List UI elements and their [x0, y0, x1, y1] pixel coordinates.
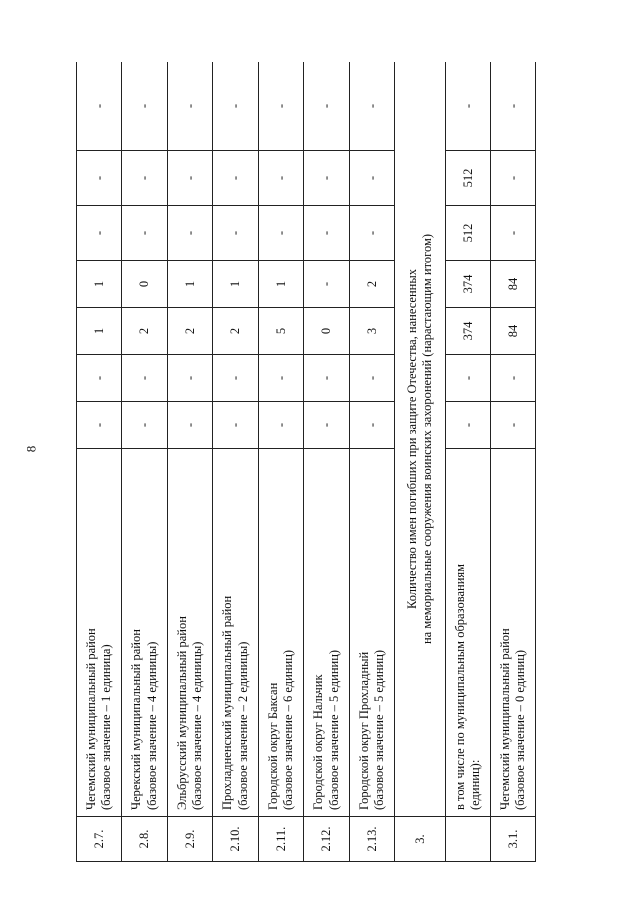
- row-name-line2: (базовое значение – 5 единиц): [326, 649, 341, 810]
- page-number: 8: [23, 445, 39, 453]
- row-name-line1: Черекский муниципальный район: [129, 629, 144, 810]
- value-cell: 1: [77, 308, 122, 355]
- value-cell: -: [167, 62, 212, 151]
- table-row: [491, 62, 536, 862]
- value-cell: -: [77, 151, 122, 206]
- table-row: [213, 62, 258, 862]
- value-cell: -: [122, 62, 167, 151]
- value-cell: -: [445, 402, 490, 449]
- row-name-line2: (базовое значение – 6 единиц): [281, 649, 296, 810]
- row-name-line2: (единиц):: [468, 759, 483, 810]
- value-cell: 1: [258, 261, 303, 308]
- row-name: [491, 449, 536, 817]
- row-number: 2.7.: [77, 817, 122, 862]
- value-cell: -: [122, 355, 167, 402]
- value-cell: -: [122, 402, 167, 449]
- row-name-line1: в том числе по муниципальным образованиям: [452, 563, 467, 810]
- table-row: [304, 62, 349, 862]
- value-cell: -: [491, 151, 536, 206]
- value-cell: -: [258, 402, 303, 449]
- row-name: [445, 449, 490, 817]
- value-cell: 84: [491, 261, 536, 308]
- table-row: [445, 62, 490, 862]
- value-cell: 0: [122, 261, 167, 308]
- table-row: [258, 62, 303, 862]
- table-row: [349, 62, 394, 862]
- row-name-line2: (базовое значение – 4 единицы): [190, 641, 205, 810]
- value-cell: -: [77, 355, 122, 402]
- section-row: [395, 62, 446, 862]
- row-name-line2: (базовое значение – 4 единицы): [144, 641, 159, 810]
- row-number: 2.11.: [258, 817, 303, 862]
- value-cell: -: [258, 206, 303, 261]
- value-cell: -: [491, 355, 536, 402]
- row-number: 2.8.: [122, 817, 167, 862]
- value-cell: -: [213, 206, 258, 261]
- value-cell: 512: [445, 151, 490, 206]
- value-cell: 2: [213, 308, 258, 355]
- row-name: [304, 449, 349, 817]
- value-cell: -: [349, 151, 394, 206]
- value-cell: -: [445, 62, 490, 151]
- value-cell: -: [77, 206, 122, 261]
- value-cell: -: [304, 261, 349, 308]
- value-cell: -: [122, 206, 167, 261]
- value-cell: -: [304, 151, 349, 206]
- table-row: [122, 62, 167, 862]
- value-cell: -: [213, 151, 258, 206]
- value-cell: -: [304, 355, 349, 402]
- row-number: 3.1.: [491, 817, 536, 862]
- value-cell: -: [258, 151, 303, 206]
- value-cell: -: [491, 62, 536, 151]
- value-cell: 512: [445, 206, 490, 261]
- value-cell: -: [491, 402, 536, 449]
- indicators-table: [76, 62, 536, 862]
- value-cell: 1: [77, 261, 122, 308]
- value-cell: 3: [349, 308, 394, 355]
- value-cell: 2: [122, 308, 167, 355]
- row-name-line2: (базовое значение – 0 единиц): [513, 649, 528, 810]
- value-cell: 374: [445, 261, 490, 308]
- value-cell: -: [213, 355, 258, 402]
- row-number: 2.9.: [167, 817, 212, 862]
- row-name-line1: Городской округ Нальчик: [311, 674, 326, 810]
- value-cell: 2: [167, 308, 212, 355]
- value-cell: -: [213, 402, 258, 449]
- value-cell: -: [349, 402, 394, 449]
- row-name: [258, 449, 303, 817]
- row-name-line1: Городской округ Баксан: [265, 682, 280, 810]
- row-name-line2: (базовое значение – 1 единица): [99, 644, 114, 810]
- value-cell: 84: [491, 308, 536, 355]
- row-name-line2: (базовое значение – 2 единицы): [235, 641, 250, 810]
- value-cell: -: [77, 62, 122, 151]
- value-cell: -: [304, 62, 349, 151]
- value-cell: -: [349, 62, 394, 151]
- section-title-line2: на мемориальные сооружения воинских захоронений (нарастающим итогом): [420, 233, 435, 645]
- section-title-line1: Количество имен погибших при защите Отечества, нанесенных: [404, 269, 419, 610]
- row-name: [167, 449, 212, 817]
- value-cell: -: [213, 62, 258, 151]
- value-cell: -: [491, 206, 536, 261]
- value-cell: 1: [213, 261, 258, 308]
- row-name-line1: Эльбрусский муниципальный район: [174, 616, 189, 810]
- section-title: [395, 62, 446, 817]
- row-number: 2.10.: [213, 817, 258, 862]
- rotated-table-container: [76, 62, 536, 862]
- value-cell: -: [258, 355, 303, 402]
- row-name-line2: (базовое значение – 5 единиц): [372, 649, 387, 810]
- row-name: [122, 449, 167, 817]
- value-cell: -: [304, 206, 349, 261]
- value-cell: -: [258, 62, 303, 151]
- table-row: [77, 62, 122, 862]
- value-cell: -: [77, 402, 122, 449]
- value-cell: -: [349, 355, 394, 402]
- row-number: 2.12.: [304, 817, 349, 862]
- row-name: [213, 449, 258, 817]
- value-cell: 0: [304, 308, 349, 355]
- value-cell: 1: [167, 261, 212, 308]
- row-name-line1: Прохладненский муниципальный район: [220, 595, 235, 810]
- value-cell: -: [122, 151, 167, 206]
- value-cell: -: [445, 355, 490, 402]
- value-cell: 374: [445, 308, 490, 355]
- value-cell: -: [167, 355, 212, 402]
- value-cell: -: [167, 206, 212, 261]
- table-row: [167, 62, 212, 862]
- row-number: 2.13.: [349, 817, 394, 862]
- row-name-line1: Чегемский муниципальный район: [83, 628, 98, 810]
- row-name: [349, 449, 394, 817]
- row-name: [77, 449, 122, 817]
- value-cell: -: [167, 402, 212, 449]
- section-number: 3.: [395, 817, 446, 862]
- value-cell: -: [167, 151, 212, 206]
- row-name-line1: Чегемский муниципальный район: [497, 628, 512, 810]
- value-cell: -: [304, 402, 349, 449]
- row-name-line1: Городской округ Прохладный: [356, 651, 371, 810]
- value-cell: 2: [349, 261, 394, 308]
- value-cell: -: [349, 206, 394, 261]
- value-cell: 5: [258, 308, 303, 355]
- row-number: [445, 817, 490, 862]
